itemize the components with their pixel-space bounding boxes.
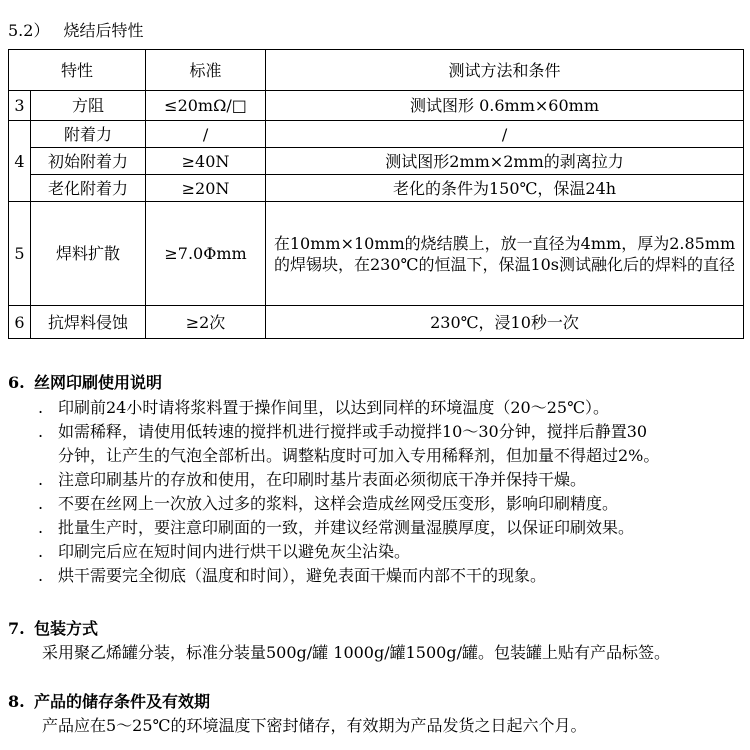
bullet: . — [38, 542, 44, 561]
table-row — [9, 121, 744, 148]
list-item-text: 烘干需要完全彻底（温度和时间），避免表面干燥而内部不干的现象。 — [58, 566, 547, 585]
row-property: 附着力 — [31, 121, 146, 148]
row-property: 初始附着力 — [31, 148, 146, 175]
list-item — [38, 539, 410, 562]
section-8-heading — [8, 689, 210, 712]
row-standard: ≥2次 — [146, 306, 266, 339]
list-item-text: 如需稀释，请使用低转速的搅拌机进行搅拌或手动搅拌10～30分钟，搅拌后静置30 — [58, 422, 648, 441]
row-index: 5 — [9, 202, 31, 306]
section-7-heading — [8, 616, 98, 639]
section-5-2-title: 烧结后特性 — [63, 21, 144, 40]
bullet: . — [38, 566, 44, 585]
row-standard: ≥7.0Φmm — [146, 202, 266, 306]
row-method: 老化的条件为150℃，保温24h — [266, 175, 744, 202]
row-property: 方阻 — [31, 91, 146, 121]
section-5-2-heading — [8, 18, 143, 41]
list-item — [38, 491, 618, 514]
row-method: 测试图形 0.6mm×60mm — [266, 91, 744, 121]
row-method: 测试图形2mm×2mm的剥离拉力 — [266, 148, 744, 175]
section-8-title: 产品的储存条件及有效期 — [34, 692, 211, 711]
table-row — [9, 175, 744, 202]
properties-table — [8, 49, 744, 339]
section-7-number: 7. — [8, 619, 25, 638]
row-index: 6 — [9, 306, 31, 339]
list-item-text: 印刷完后应在短时间内进行烘干以避免灰尘沾染。 — [58, 542, 411, 561]
row-standard: ≥40N — [146, 148, 266, 175]
table-header-row — [9, 50, 744, 91]
storage-text: 产品应在5～25℃的环境温度下密封储存，有效期为产品发货之日起六个月。 — [42, 716, 587, 735]
list-item — [38, 563, 546, 586]
list-item — [38, 467, 586, 490]
row-method: 230℃，浸10秒一次 — [266, 306, 744, 339]
section-6-number: 6. — [8, 373, 25, 392]
row-method: / — [266, 121, 744, 148]
list-item-continuation: 分钟，让产生的气泡全部析出。调整粘度时可加入专用稀释剂，但加量不得超过2%。 — [58, 446, 660, 465]
list-item-text: 批量生产时，要注意印刷面的一致，并建议经常测量湿膜厚度，以保证印刷效果。 — [58, 518, 635, 537]
bullet: . — [38, 470, 44, 489]
table-row — [9, 148, 744, 175]
table-row — [9, 306, 744, 339]
row-method: 在10mm×10mm的烧结膜上，放一直径为4mm，厚为2.85mm的焊锡块，在230℃的恒温下，保温10s测试融化后的焊料的直径 — [266, 202, 744, 306]
list-item — [38, 419, 647, 442]
section-7-title: 包装方式 — [34, 619, 99, 638]
row-property: 抗焊料侵蚀 — [31, 306, 146, 339]
table-row — [9, 202, 744, 306]
list-item — [38, 395, 609, 418]
section-6-title: 丝网印刷使用说明 — [34, 373, 163, 392]
header-property: 特性 — [9, 50, 146, 91]
bullet: . — [38, 518, 44, 537]
row-index: 4 — [9, 121, 31, 202]
row-standard: ≥20N — [146, 175, 266, 202]
row-property: 老化附着力 — [31, 175, 146, 202]
list-item — [38, 515, 634, 538]
header-method: 测试方法和条件 — [266, 50, 744, 91]
header-standard: 标准 — [146, 50, 266, 91]
row-standard: / — [146, 121, 266, 148]
bullet: . — [38, 398, 44, 417]
table-row — [9, 91, 744, 121]
row-index: 3 — [9, 91, 31, 121]
list-item-text: 印刷前24小时请将浆料置于操作间里，以达到同样的环境温度（20～25℃）。 — [58, 398, 609, 417]
row-property: 焊料扩散 — [31, 202, 146, 306]
section-8-number: 8. — [8, 692, 25, 711]
bullet: . — [38, 494, 44, 513]
row-standard: ≤20mΩ/□ — [146, 91, 266, 121]
section-5-2-number: 5.2） — [8, 21, 50, 40]
section-6-heading — [8, 370, 162, 393]
packaging-text: 采用聚乙烯罐分装，标准分装量500g/罐 1000g/罐1500g/罐。包装罐上贴有产品标签。 — [42, 643, 670, 662]
list-item-text: 不要在丝网上一次放入过多的浆料，这样会造成丝网受压变形，影响印刷精度。 — [58, 494, 619, 513]
bullet: . — [38, 422, 44, 441]
list-item-text: 注意印刷基片的存放和使用，在印刷时基片表面必须彻底干净并保持干燥。 — [58, 470, 587, 489]
